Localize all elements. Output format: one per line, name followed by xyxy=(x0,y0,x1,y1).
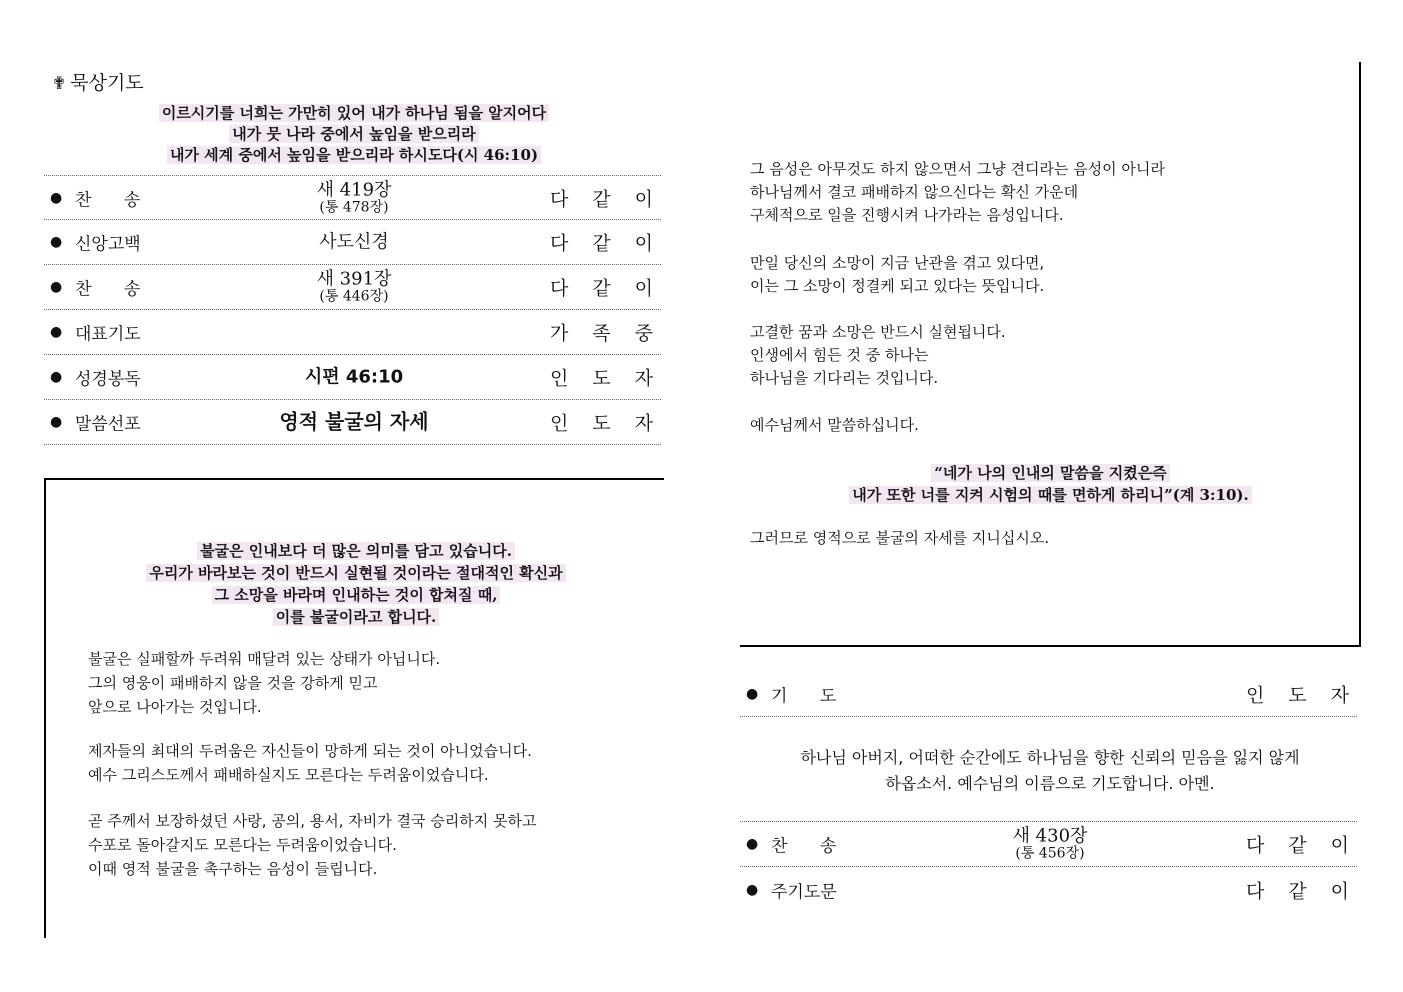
paragraph-line: 예수 그리스도께서 패배하실지도 모른다는 두려움이었습니다. xyxy=(88,766,489,784)
bullet-icon: ● xyxy=(50,234,63,250)
sermon-paragraph xyxy=(750,414,919,437)
bullet-icon: ● xyxy=(746,686,759,702)
sermon-box-right xyxy=(740,62,1361,647)
order-leader: 다같이 xyxy=(549,188,677,210)
scripture-quote xyxy=(740,462,1361,506)
paragraph-line: 예수님께서 말씀하십니다. xyxy=(750,416,919,434)
scripture-reference: 시편 46:10 xyxy=(304,366,404,388)
paragraph-line: 제자들의 최대의 두려움은 자신들이 망하게 되는 것이 아니었습니다. xyxy=(88,742,532,760)
paragraph-line: 앞으로 나아가는 것입니다. xyxy=(88,698,262,716)
order-row-prayer xyxy=(44,310,677,355)
order-label: 말씀선포 xyxy=(75,414,141,435)
cross-icon: ✟ xyxy=(52,74,67,94)
hymn-number: 새 419장 xyxy=(316,179,392,200)
sermon-paragraph xyxy=(88,647,440,719)
worship-order-closing xyxy=(740,672,1373,717)
prayer-line: 하옵소서. 예수님의 이름으로 기도합니다. 아멘. xyxy=(885,774,1215,793)
order-label: 대표기도 xyxy=(75,324,141,345)
section-heading-title: 묵상기도 xyxy=(70,72,144,94)
summary-line: 이를 불굴이라고 합니다. xyxy=(273,608,440,626)
sermon-paragraph xyxy=(750,158,1165,227)
opening-verse xyxy=(44,103,664,166)
order-row-hymn-3 xyxy=(740,822,1373,867)
sermon-paragraph xyxy=(88,809,536,881)
sermon-paragraph xyxy=(750,252,1044,298)
order-label: 찬 송 xyxy=(771,836,837,857)
bullet-icon: ● xyxy=(50,414,63,430)
paragraph-line: 곧 주께서 보장하셨던 사랑, 공의, 용서, 자비가 결국 승리하지 못하고 xyxy=(88,812,537,830)
paragraph-line: 고결한 꿈과 소망은 반드시 실현됩니다. xyxy=(750,323,1006,341)
order-label: 찬 송 xyxy=(75,279,141,300)
order-leader: 다같이 xyxy=(1245,834,1373,857)
order-label: 찬 송 xyxy=(75,190,141,210)
summary-line: 그 소망을 바라며 인내하는 것이 합쳐질 때, xyxy=(212,586,501,604)
worship-order xyxy=(44,175,677,445)
hymn-number: 새 391장 xyxy=(316,268,392,290)
verse-line: 내가 뭇 나라 중에서 높임을 받으리라 xyxy=(229,125,478,143)
paragraph-line: 그의 영웅이 패배하지 않을 것을 강하게 믿고 xyxy=(88,674,378,692)
bullet-icon: ● xyxy=(50,369,63,385)
paragraph-line: 불굴은 실패할까 두려워 매달려 있는 상태가 아닙니다. xyxy=(88,650,441,668)
worship-order-final xyxy=(740,821,1373,912)
order-leader: 다같이 xyxy=(549,277,677,300)
paragraph-line: 이때 영적 불굴을 촉구하는 음성이 들립니다. xyxy=(88,860,378,878)
order-row-sermon xyxy=(44,400,677,445)
order-content: 사도신경 xyxy=(319,231,389,253)
order-row-creed xyxy=(44,220,677,265)
order-row-hymn-1 xyxy=(44,175,677,220)
hymn-old-number: (통 446장) xyxy=(319,288,389,305)
hymn-number: 새 430장 xyxy=(1012,825,1088,847)
order-label: 신앙고백 xyxy=(75,234,141,255)
paragraph-line: 그 음성은 아무것도 하지 않으면서 그냥 견디라는 음성이 아니라 xyxy=(750,160,1165,178)
paragraph-line: 하나님을 기다리는 것입니다. xyxy=(750,369,939,387)
section-heading xyxy=(52,68,144,95)
summary-line: 불굴은 인내보다 더 많은 의미를 담고 있습니다. xyxy=(197,542,515,560)
sermon-paragraph xyxy=(88,739,532,787)
paragraph-line: 구체적으로 일을 진행시켜 나가라는 음성입니다. xyxy=(750,206,1064,224)
hymn-old-number: (통 456장) xyxy=(1015,845,1085,862)
order-content xyxy=(920,827,1180,862)
sermon-box-left xyxy=(44,478,664,938)
bullet-icon: ● xyxy=(746,836,759,852)
paragraph-line: 수포로 돌아갈지도 모른다는 두려움이었습니다. xyxy=(88,836,397,854)
order-row-prayer xyxy=(740,672,1373,717)
paragraph-line: 인생에서 힘든 것 중 하나는 xyxy=(750,346,929,364)
order-leader: 다같이 xyxy=(549,232,677,255)
order-label: 기 도 xyxy=(771,686,837,707)
paragraph-line: 만일 당신의 소망이 지금 난관을 겪고 있다면, xyxy=(750,254,1045,272)
order-label: 주기도문 xyxy=(771,882,837,902)
order-content xyxy=(224,180,484,215)
paragraph-line: 그러므로 영적으로 불굴의 자세를 지니십시오. xyxy=(750,529,1050,547)
sermon-title: 영적 불굴의 자세 xyxy=(279,409,429,434)
bullet-icon: ● xyxy=(50,279,63,295)
closing-prayer xyxy=(740,745,1360,797)
verse-line: 내가 세계 중에서 높임을 받으리라 하시도다(시 46:10) xyxy=(167,146,541,164)
sermon-summary xyxy=(46,540,666,628)
bullet-icon: ● xyxy=(50,189,63,206)
order-leader: 인도자 xyxy=(549,367,677,390)
order-row-lords-prayer xyxy=(740,867,1373,912)
hymn-old-number: (통 478장) xyxy=(319,199,389,215)
sermon-paragraph xyxy=(750,527,1049,550)
order-leader: 다같이 xyxy=(1245,880,1373,902)
order-label: 성경봉독 xyxy=(75,369,141,390)
sermon-paragraph xyxy=(750,321,1006,390)
order-leader: 인도자 xyxy=(1245,684,1373,707)
quote-line: “네가 나의 인내의 말씀을 지켰은즉 xyxy=(931,464,1169,482)
quote-line: 내가 또한 너를 지켜 시험의 때를 면하게 하리니”(계 3:10). xyxy=(849,486,1251,504)
order-content xyxy=(224,270,484,305)
summary-line: 우리가 바라보는 것이 반드시 실현될 것이라는 절대적인 확신과 xyxy=(146,564,565,582)
order-row-hymn-2 xyxy=(44,265,677,310)
bullet-icon: ● xyxy=(50,324,63,340)
verse-line: 이르시기를 너희는 가만히 있어 내가 하나님 됨을 알지어다 xyxy=(159,104,549,122)
bullet-icon: ● xyxy=(746,881,759,898)
paragraph-line: 하나님께서 결코 패배하지 않으신다는 확신 가운데 xyxy=(750,183,1079,201)
order-leader: 인도자 xyxy=(549,412,677,435)
order-leader: 가족중 xyxy=(549,322,677,345)
paragraph-line: 이는 그 소망이 정결케 되고 있다는 뜻입니다. xyxy=(750,277,1045,295)
order-row-reading xyxy=(44,355,677,400)
prayer-line: 하나님 아버지, 어떠한 순간에도 하나님을 향한 신뢰의 믿음을 잃지 않게 xyxy=(800,748,1300,767)
